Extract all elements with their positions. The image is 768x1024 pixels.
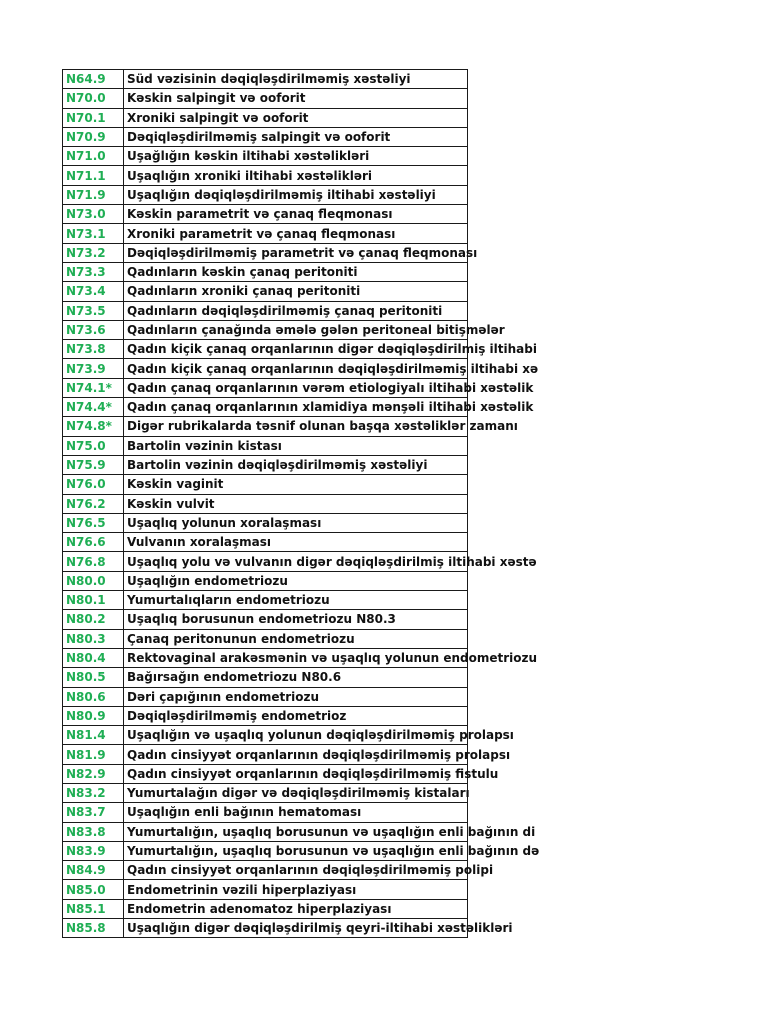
table-row bbox=[63, 591, 468, 610]
diagnosis-description-cell: Qadınların xroniki çanaq peritoniti bbox=[124, 282, 468, 301]
table-row bbox=[63, 494, 468, 513]
diagnosis-description-cell: Bartolin vəzinin kistası bbox=[124, 436, 468, 455]
diagnosis-code-cell: N73.2 bbox=[63, 243, 124, 262]
diagnosis-code-cell: N85.0 bbox=[63, 880, 124, 899]
diagnosis-code-cell: N80.4 bbox=[63, 648, 124, 667]
diagnosis-code-cell: N80.6 bbox=[63, 687, 124, 706]
diagnosis-code-cell: N74.8* bbox=[63, 417, 124, 436]
diagnosis-description-cell: Vulvanın xoralaşması bbox=[124, 533, 468, 552]
diagnosis-code-cell: N80.1 bbox=[63, 591, 124, 610]
diagnosis-description-cell: Uşaqlıq yolunun xoralaşması bbox=[124, 513, 468, 532]
diagnosis-description-cell: Yumurtalağın digər və dəqiqləşdirilməmiş kistaları bbox=[124, 783, 468, 802]
diagnosis-code-cell: N73.5 bbox=[63, 301, 124, 320]
diagnosis-description-cell: Bartolin vəzinin dəqiqləşdirilməmiş xəstəliyi bbox=[124, 455, 468, 474]
table-row bbox=[63, 108, 468, 127]
diagnosis-description-cell: Qadın cinsiyyət orqanlarının dəqiqləşdirilməmiş fistulu bbox=[124, 764, 468, 783]
table-row bbox=[63, 764, 468, 783]
table-row bbox=[63, 359, 468, 378]
diagnosis-description-cell: Qadın kiçik çanaq orqanlarının dəqiqləşdirilməmiş iltihabi xə bbox=[124, 359, 468, 378]
diagnosis-description-cell: Xroniki salpingit və ooforit bbox=[124, 108, 468, 127]
diagnosis-code-cell: N85.8 bbox=[63, 919, 124, 938]
table-body bbox=[63, 70, 540, 938]
diagnosis-code-cell: N73.6 bbox=[63, 320, 124, 339]
diagnosis-code-cell: N81.9 bbox=[63, 745, 124, 764]
table-row bbox=[63, 899, 468, 918]
diagnosis-description-cell: Endometrinin vəzili hiperplaziyası bbox=[124, 880, 468, 899]
diagnosis-description-cell: Uşaqlıq borusunun endometriozu N80.3 bbox=[124, 610, 468, 629]
diagnosis-code-cell: N73.0 bbox=[63, 205, 124, 224]
diagnosis-description-cell: Kəskin salpingit və ooforit bbox=[124, 89, 468, 108]
diagnosis-description-cell: Qadın kiçik çanaq orqanlarının digər dəqiqləşdirilmiş iltihabi bbox=[124, 340, 468, 359]
table-row bbox=[63, 417, 468, 436]
diagnosis-description-cell: Dəqiqləşdirilməmiş endometrioz bbox=[124, 706, 468, 725]
table-row bbox=[63, 803, 468, 822]
table-row bbox=[63, 533, 468, 552]
table-row bbox=[63, 243, 468, 262]
diagnosis-description-cell: Qadın cinsiyyət orqanlarının dəqiqləşdirilməmiş polipi bbox=[124, 861, 468, 880]
diagnosis-description-cell: Süd vəzisinin dəqiqləşdirilməmiş xəstəliyi bbox=[124, 70, 468, 89]
diagnosis-description-cell: Dəqiqləşdirilməmiş salpingit və ooforit bbox=[124, 127, 468, 146]
diagnosis-description-cell: Qadın çanaq orqanlarının xlamidiya mənşəli iltihabi xəstəlik bbox=[124, 398, 468, 417]
table-row bbox=[63, 513, 468, 532]
diagnosis-description-cell: Uşağlığın kəskin iltihabi xəstəlikləri bbox=[124, 147, 468, 166]
diagnosis-description-cell: Rektovaginal arakəsmənin və uşaqlıq yolunun endometriozu bbox=[124, 648, 468, 667]
table-row bbox=[63, 398, 468, 417]
diagnosis-code-cell: N83.2 bbox=[63, 783, 124, 802]
diagnosis-code-cell: N71.0 bbox=[63, 147, 124, 166]
diagnosis-description-cell: Kəskin parametrit və çanaq fleqmonası bbox=[124, 205, 468, 224]
diagnosis-description-cell: Yumurtalıqların endometriozu bbox=[124, 591, 468, 610]
diagnosis-code-cell: N73.1 bbox=[63, 224, 124, 243]
table-row bbox=[63, 610, 468, 629]
diagnosis-description-cell: Qadınların çanağında əmələ gələn peritoneal bitişmələr bbox=[124, 320, 468, 339]
diagnosis-description-cell: Qadın çanaq orqanlarının vərəm etiologiyalı iltihabi xəstəlik bbox=[124, 378, 468, 397]
diagnosis-description-cell: Qadın cinsiyyət orqanlarının dəqiqləşdirilməmiş prolapsı bbox=[124, 745, 468, 764]
diagnosis-code-table bbox=[62, 69, 540, 938]
diagnosis-description-cell: Bağırsağın endometriozu N80.6 bbox=[124, 668, 468, 687]
diagnosis-description-cell: Yumurtalığın, uşaqlıq borusunun və uşaqlığın enli bağının də bbox=[124, 841, 468, 860]
table-row bbox=[63, 185, 468, 204]
diagnosis-code-cell: N83.8 bbox=[63, 822, 124, 841]
diagnosis-description-cell: Xroniki parametrit və çanaq fleqmonası bbox=[124, 224, 468, 243]
diagnosis-code-cell: N74.1* bbox=[63, 378, 124, 397]
diagnosis-code-cell: N76.5 bbox=[63, 513, 124, 532]
table-row bbox=[63, 378, 468, 397]
table-row bbox=[63, 687, 468, 706]
table-row bbox=[63, 919, 468, 938]
diagnosis-code-cell: N71.1 bbox=[63, 166, 124, 185]
diagnosis-description-cell: Endometrin adenomatoz hiperplaziyası bbox=[124, 899, 468, 918]
diagnosis-code-cell: N83.9 bbox=[63, 841, 124, 860]
table-row bbox=[63, 166, 468, 185]
diagnosis-description-cell: Uşaqlığın digər dəqiqləşdirilmiş qeyri-iltihabi xəstəlikləri bbox=[124, 919, 468, 938]
diagnosis-code-cell: N75.9 bbox=[63, 455, 124, 474]
diagnosis-code-cell: N73.9 bbox=[63, 359, 124, 378]
table-row bbox=[63, 262, 468, 281]
diagnosis-code-cell: N80.0 bbox=[63, 571, 124, 590]
diagnosis-code-cell: N71.9 bbox=[63, 185, 124, 204]
diagnosis-code-cell: N73.4 bbox=[63, 282, 124, 301]
table-row bbox=[63, 668, 468, 687]
diagnosis-description-cell: Uşaqlığın xroniki iltihabi xəstəlikləri bbox=[124, 166, 468, 185]
diagnosis-code-cell: N76.0 bbox=[63, 475, 124, 494]
table-row bbox=[63, 880, 468, 899]
table-row bbox=[63, 340, 468, 359]
table-row bbox=[63, 861, 468, 880]
diagnosis-code-cell: N81.4 bbox=[63, 726, 124, 745]
diagnosis-code-cell: N76.8 bbox=[63, 552, 124, 571]
diagnosis-description-cell: Çanaq peritonunun endometriozu bbox=[124, 629, 468, 648]
diagnosis-code-cell: N82.9 bbox=[63, 764, 124, 783]
diagnosis-code-cell: N76.2 bbox=[63, 494, 124, 513]
diagnosis-description-cell: Kəskin vaginit bbox=[124, 475, 468, 494]
table-row bbox=[63, 475, 468, 494]
diagnosis-description-cell: Uşaqlığın endometriozu bbox=[124, 571, 468, 590]
table-row bbox=[63, 629, 468, 648]
diagnosis-description-cell: Uşaqlığın dəqiqləşdirilməmiş iltihabi xəstəliyi bbox=[124, 185, 468, 204]
table-row bbox=[63, 301, 468, 320]
diagnosis-description-cell: Dəqiqləşdirilməmiş parametrit və çanaq fleqmonası bbox=[124, 243, 468, 262]
diagnosis-description-cell: Qadınların kəskin çanaq peritoniti bbox=[124, 262, 468, 281]
table-row bbox=[63, 282, 468, 301]
diagnosis-code-cell: N74.4* bbox=[63, 398, 124, 417]
diagnosis-code-cell: N70.0 bbox=[63, 89, 124, 108]
diagnosis-description-cell: Kəskin vulvit bbox=[124, 494, 468, 513]
diagnosis-code-cell: N70.1 bbox=[63, 108, 124, 127]
diagnosis-description-cell: Yumurtalığın, uşaqlıq borusunun və uşaqlığın enli bağının di bbox=[124, 822, 468, 841]
diagnosis-code-cell: N83.7 bbox=[63, 803, 124, 822]
diagnosis-code-cell: N80.2 bbox=[63, 610, 124, 629]
diagnosis-code-cell: N85.1 bbox=[63, 899, 124, 918]
table-row bbox=[63, 571, 468, 590]
diagnosis-code-cell: N73.3 bbox=[63, 262, 124, 281]
diagnosis-description-cell: Uşaqlığın və uşaqlıq yolunun dəqiqləşdirilməmiş prolapsı bbox=[124, 726, 468, 745]
table-row bbox=[63, 841, 468, 860]
table-row bbox=[63, 726, 468, 745]
diagnosis-code-cell: N75.0 bbox=[63, 436, 124, 455]
table-row bbox=[63, 648, 468, 667]
table-row bbox=[63, 822, 468, 841]
table-row bbox=[63, 70, 468, 89]
diagnosis-description-cell: Digər rubrikalarda təsnif olunan başqa xəstəliklər zamanı bbox=[124, 417, 468, 436]
diagnosis-description-cell: Uşaqlıq yolu və vulvanın digər dəqiqləşdirilmiş iltihabi xəstə bbox=[124, 552, 468, 571]
diagnosis-description-cell: Dəri çapığının endometriozu bbox=[124, 687, 468, 706]
table-row bbox=[63, 127, 468, 146]
diagnosis-code-cell: N84.9 bbox=[63, 861, 124, 880]
diagnosis-code-cell: N80.3 bbox=[63, 629, 124, 648]
table-row bbox=[63, 436, 468, 455]
table-row bbox=[63, 147, 468, 166]
diagnosis-code-cell: N73.8 bbox=[63, 340, 124, 359]
diagnosis-code-cell: N80.9 bbox=[63, 706, 124, 725]
table-row bbox=[63, 552, 468, 571]
table-row bbox=[63, 745, 468, 764]
diagnosis-code-cell: N80.5 bbox=[63, 668, 124, 687]
table-row bbox=[63, 455, 468, 474]
table-row bbox=[63, 89, 468, 108]
table-row bbox=[63, 783, 468, 802]
table-row bbox=[63, 320, 468, 339]
diagnosis-description-cell: Uşaqlığın enli bağının hematoması bbox=[124, 803, 468, 822]
diagnosis-code-cell: N70.9 bbox=[63, 127, 124, 146]
table-row bbox=[63, 205, 468, 224]
diagnosis-code-cell: N64.9 bbox=[63, 70, 124, 89]
diagnosis-code-cell: N76.6 bbox=[63, 533, 124, 552]
table-row bbox=[63, 224, 468, 243]
diagnosis-description-cell: Qadınların dəqiqləşdirilməmiş çanaq peritoniti bbox=[124, 301, 468, 320]
table-row bbox=[63, 706, 468, 725]
